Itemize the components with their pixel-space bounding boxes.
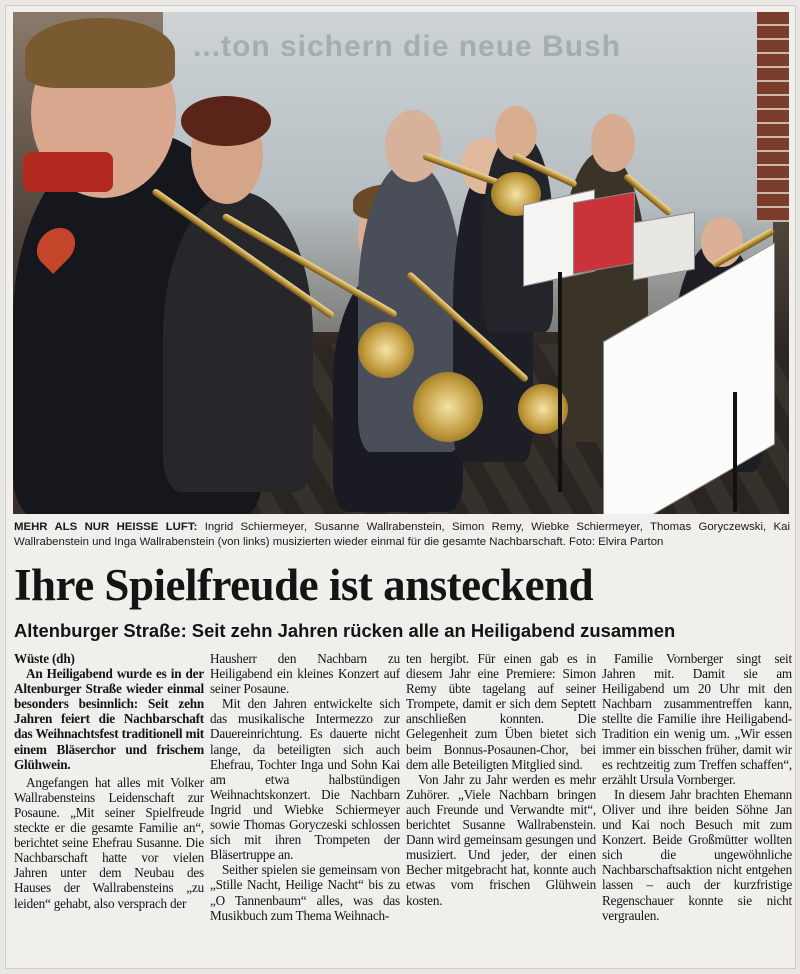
article-paragraph: Von Jahr zu Jahr werden es mehr Zuhörer. „Viele Nachbarn bringen auch Freunde und Verwandte mit“, berichtet Susanne Wallrabenstein. Dann wird gemeinsam gesungen und musiziert. Und jeder, der einen Becher mitgebracht hat, konnte auch etwas vom frischen Glühwein kosten.	[406, 771, 596, 908]
player-ingrid-collar	[23, 152, 113, 192]
article-column-1	[14, 651, 204, 963]
player-ingrid-hair	[25, 18, 175, 88]
player-susanne-hair	[181, 96, 271, 146]
article-paragraph: ten hergibt. Für einen gab es in diesem Jahr eine Premiere: Simon Remy übte tagelang auf seiner Trompete, damit er sich dem Septett anschließen konnten. Die Gelegenheit zum Üben bietet sich beim Bonnus-Posaunen-Chor, bei dem alle Beteiligten Mitglied sind.	[406, 651, 596, 772]
article-paragraph: Hausherr den Nachbarn zu Heiligabend ein kleines Konzert auf seiner Posaune.	[210, 651, 400, 697]
player-man-grey-head	[385, 110, 441, 182]
photo-banner-text: ...ton sichern die neue Bush	[193, 30, 622, 63]
article-paragraph: In diesem Jahr brachten Ehemann Oliver und ihre beiden Söhne Jan und Kai noch Besuch mit zum Konzert. Beide Großmütter wollten sich die ungewöhnliche Nachbarschaftsaktion nicht entgehen lassen – auch der kurzfristige Regenschauer konnte sie nicht vergraulen.	[602, 786, 792, 923]
dateline: Wüste (dh)	[14, 651, 75, 666]
music-stand	[573, 192, 635, 275]
caption-text: Ingrid Schiermeyer, Susanne Wallrabenstein, Simon Remy, Wiebke Schiermeyer, Thomas Goryczewski, Kai Wallrabenstein und Inga Wallrabenstein (von links) musizierten wieder einmal für die gesamte Nachbarschaft.	[14, 521, 790, 548]
article-column-4	[602, 651, 792, 963]
newspaper-clipping	[6, 6, 795, 968]
article-paragraph: Angefangen hat alles mit Volker Wallrabensteins Leidenschaft zur Posaune. „Mit seiner Spielfreude steckte er die gesamte Familie an“, berichtet seine Ehefrau Susanne. Die Nachbarschaft hatte vor vielen Jahren unter dem Neubau des Hauses der Wallrabensteins „zu leiden“ gehabt, also versprach der	[14, 774, 204, 911]
article-paragraph: Seither spielen sie gemeinsam von „Stille Nacht, Heilige Nacht“ bis zu „O Tannenbaum“ alles, was das Musikbuch zum Thema Weihnach-	[210, 862, 400, 923]
article-subheadline: Altenburger Straße: Seit zehn Jahren rücken alle an Heiligabend zusammen	[14, 620, 676, 641]
music-stand	[633, 212, 695, 281]
photo-caption	[14, 520, 790, 550]
player-thomas-head	[495, 106, 537, 160]
article-body	[14, 651, 792, 963]
article-column-3	[406, 651, 596, 963]
article-intro: An Heiligabend wurde es in der Altenburger Straße wieder einmal besonders besinnlich: Seit zehn Jahren feiert die Nachbarschaft das Weihnachtsfest traditionell mit einem Bläserchor und frischem Glühwein.	[14, 666, 204, 772]
music-stand-pole	[558, 272, 562, 492]
music-stand-pole	[733, 392, 737, 512]
trumpet-bell-icon	[358, 322, 414, 378]
trumpet-bell-icon	[413, 372, 483, 442]
article-headline: Ihre Spielfreude ist ansteckend	[14, 560, 594, 610]
article-column-2	[210, 651, 400, 963]
article-photo	[13, 12, 789, 514]
caption-lead: MEHR ALS NUR HEISSE LUFT:	[14, 521, 198, 533]
player-simon-head	[591, 114, 635, 172]
article-paragraph: Mit den Jahren entwickelte sich das musikalische Intermezzo zur Dauereinrichtung. Es dauerte nicht lange, da beteiligten sich auch Ehefrau, Tochter Inga und Sohn Kai am etwa halbstündigen Weihnachtskonzert. Die Nachbarn Ingrid und Wiebke Schiermeyer sowie Thomas Goryczeski schlossen sich mit ihren Trompeten der Bläsertruppe an.	[210, 696, 400, 863]
photo-brick-pillar	[757, 12, 789, 222]
photo-credit: Foto: Elvira Parton	[569, 536, 664, 548]
player-susanne	[163, 192, 313, 492]
article-paragraph: Familie Vornberger singt seit Jahren mit. Damit sie am Heiligabend um 20 Uhr mit den Nachbarn zusammentreffen kann, stellte die Familie ihre Heiligabend-Tradition ein wenig um. „Wir essen immer ein bisschen früher, damit wir es rechtzeitig zum Treffen schaffen“, erzählt Ursula Vornberger.	[602, 651, 792, 787]
